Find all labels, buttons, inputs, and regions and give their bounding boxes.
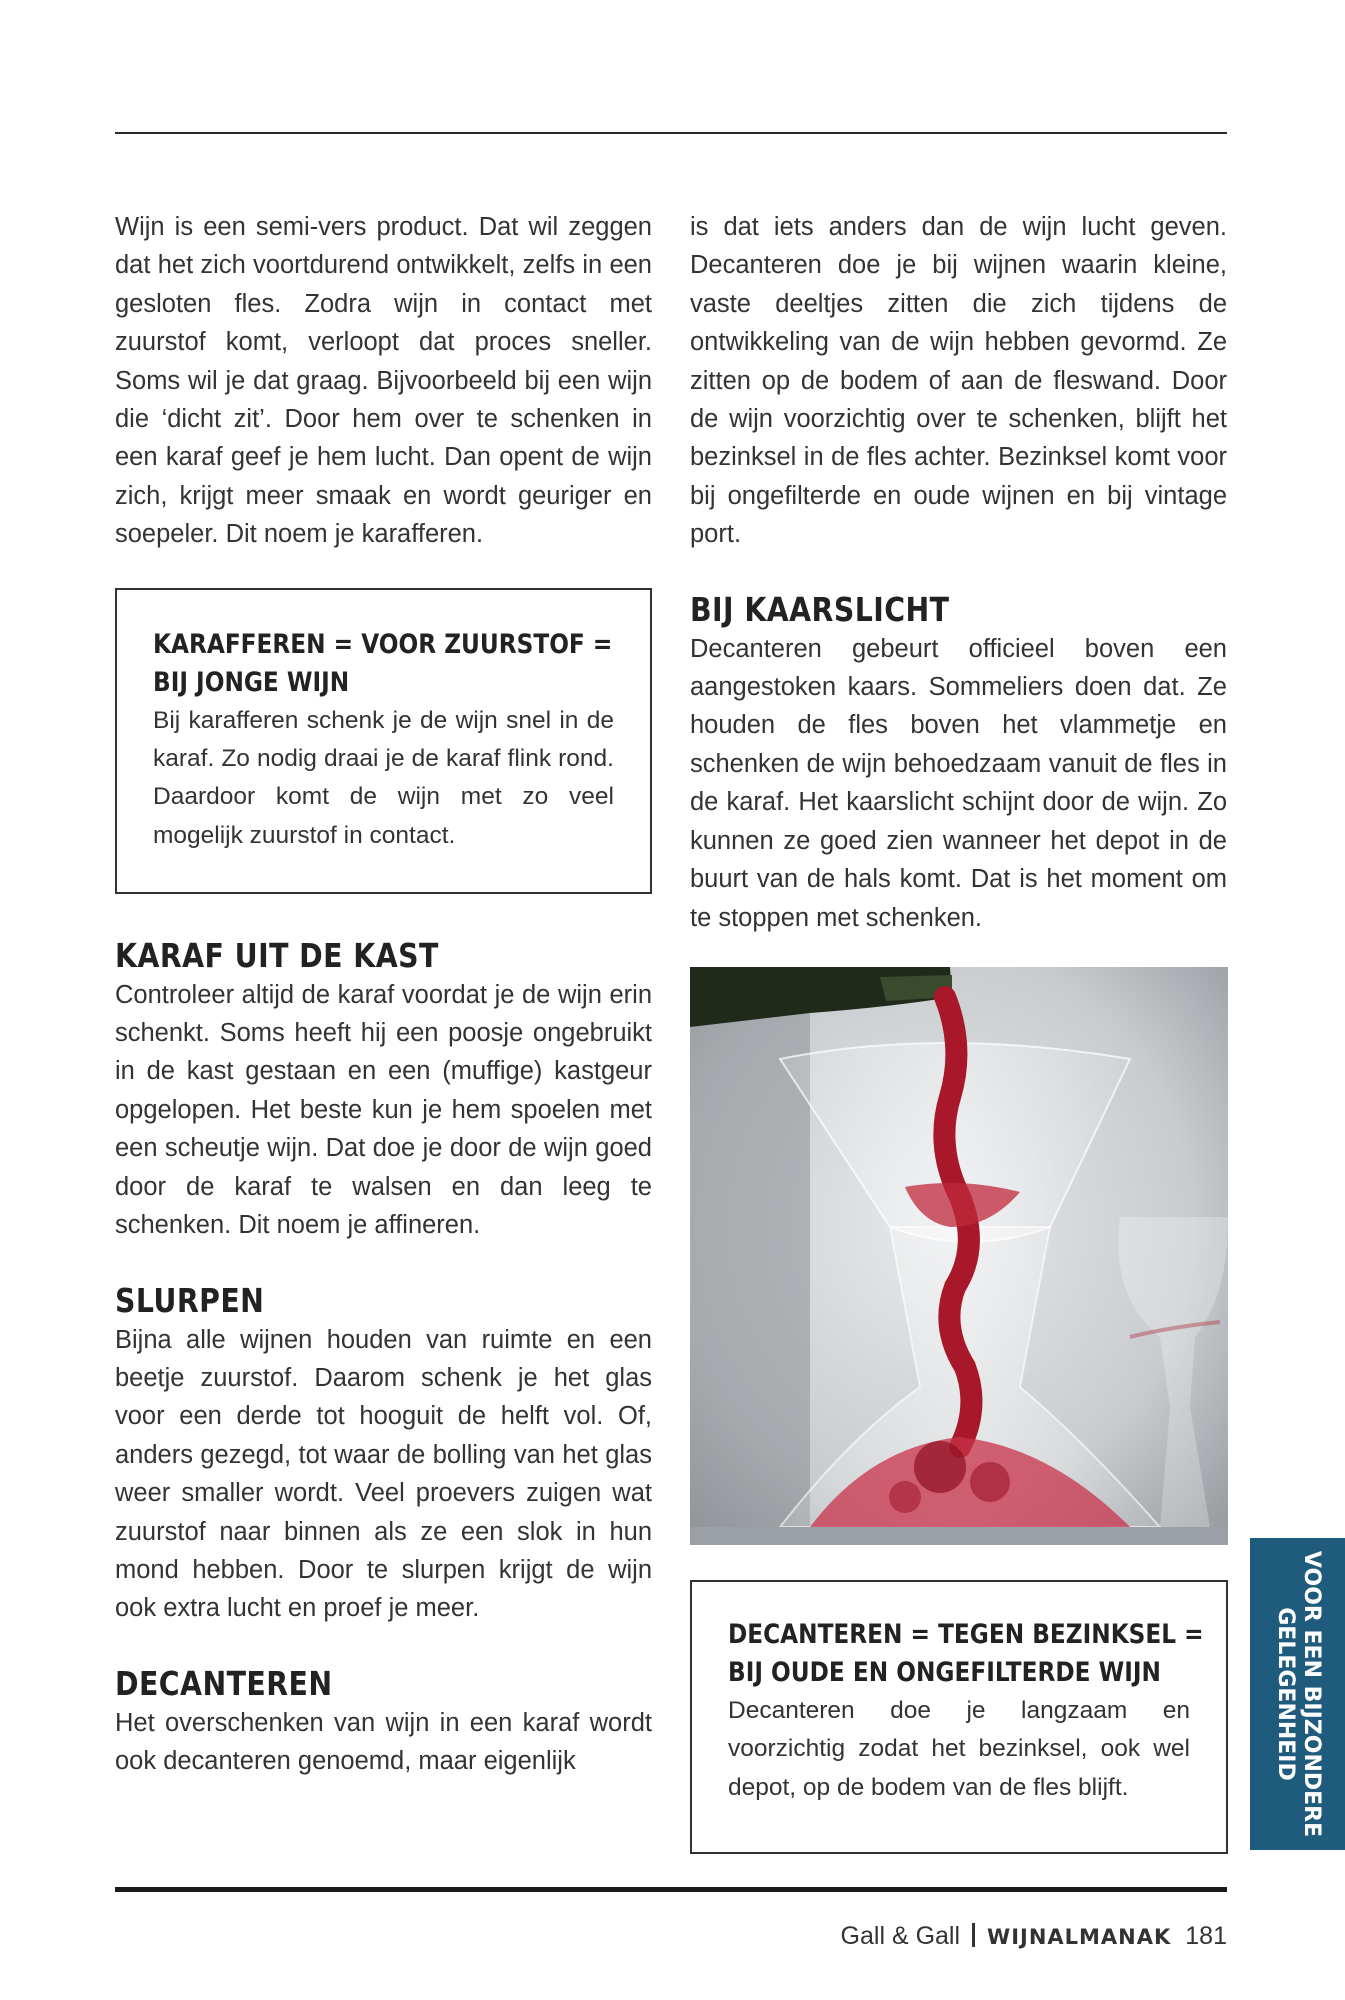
heading-slurpen: SLURPEN — [115, 1280, 265, 1320]
karafferen-box-text: Bij karafferen schenk je de wijn snel in de karaf. Zo nodig draai je de karaf flink rond. Daardoor komt de wijn met zo veel mogelijk zuurstof in contact. — [153, 706, 614, 849]
heading-karaf-uit-de-kast: KARAF UIT DE KAST — [115, 935, 439, 975]
decanteren-box-title-line2: BIJ OUDE EN ONGEFILTERDE WIJN — [728, 1657, 1161, 1688]
decanteren-paragraph: Het overschenken van wijn in een karaf wordt ook decanteren genoemd, maar eigenlijk — [115, 1708, 652, 1776]
decanteren-box-title-line1: DECANTEREN = TEGEN BEZINKSEL = — [728, 1619, 1204, 1650]
chapter-side-tab — [1250, 1538, 1345, 1850]
slurpen-paragraph: Bijna alle wijnen houden van ruimte en een beetje zuurstof. Daarom schenk je het glas voor een derde tot hooguit de helft vol. Of, anders gezegd, tot waar de bolling van het glas weer smaller wordt. Veel proevers zuigen wat zuurstof naar binnen als ze een slok in hun mond hebben. Door te slurpen krijgt de wijn ook extra lucht en proef je meer. — [115, 1325, 652, 1623]
side-tab-line2: GELEGENHEID — [1272, 1607, 1298, 1781]
side-tab-line1: VOOR EEN BIJZONDERE — [1298, 1550, 1324, 1838]
karafferen-box-title-line2: BIJ JONGE WIJN — [153, 666, 350, 698]
left-column — [115, 208, 652, 1781]
decanteren-box-text: Decanteren doe je langzaam en voorzichtig zodat het bezinksel, ook wel depot, op de bodem van de fles blijft. — [728, 1697, 1190, 1801]
karafferen-info-box — [115, 588, 652, 894]
bottom-rule — [115, 1887, 1227, 1892]
footer-separator — [972, 1923, 975, 1947]
wine-decanter-photo — [690, 967, 1228, 1545]
heading-decanteren: DECANTEREN — [115, 1663, 333, 1703]
page-footer — [841, 1922, 1227, 1951]
decanter-illustration — [690, 967, 1228, 1545]
kaarslicht-paragraph: Decanteren gebeurt officieel boven een aangestoken kaars. Sommeliers doen dat. Ze houden de fles boven het vlammetje en schenken de wijn behoedzaam vanuit de fles in de karaf. Het kaarslicht schijnt door de wijn. Zo kunnen ze goed zien wanneer het depot in de buurt van de hals komt. Dat is het moment om te stoppen met schenken. — [690, 634, 1227, 932]
footer-publisher: Gall & Gall — [840, 1922, 961, 1950]
right-column — [690, 208, 1227, 937]
footer-title: WIJNALMANAK — [987, 1925, 1172, 1949]
karafferen-box-title-line1: KARAFFEREN = VOOR ZUURSTOF = — [153, 628, 613, 660]
top-rule — [115, 132, 1227, 134]
intro-paragraph: Wijn is een semi-vers product. Dat wil zeggen dat het zich voortdurend ontwikkelt, zelfs in een gesloten fles. Zodra wijn in contact met zuurstof komt, verloopt dat proces sneller. Soms wil je dat graag. Bijvoorbeeld bij een wijn die ‘dicht zit’. Door hem over te schenken in een karaf geef je hem lucht. Dan opent de wijn zich, krijgt meer smaak en wordt geuriger en soepeler. Dit noem je karafferen. — [115, 213, 652, 549]
heading-bij-kaarslicht: BIJ KAARSLICHT — [690, 589, 950, 629]
decanteren-info-box — [690, 1580, 1228, 1854]
decanteren-continuation-paragraph: is dat iets anders dan de wijn lucht geven. Decanteren doe je bij wijnen waarin kleine, vaste deeltjes zitten die zich tijdens de ontwikkeling van de wijn hebben gevormd. Ze zitten op de bodem of aan de fleswand. Door de wijn voorzichtig over te schenken, blijft het bezinksel in de fles achter. Bezinksel komt voor bij ongefilterde en oude wijnen en bij vintage port. — [690, 213, 1227, 549]
page-number: 181 — [1185, 1922, 1227, 1950]
karaf-paragraph: Controleer altijd de karaf voordat je de wijn erin schenkt. Soms heeft hij een poosje ongebruikt in de kast gestaan en een (muffige) kastgeur opgelopen. Het beste kun je hem spoelen met een scheutje wijn. Dat doe je door de wijn goed door de karaf te walsen en dan leeg te schenken. Dit noem je affineren. — [115, 980, 652, 1240]
